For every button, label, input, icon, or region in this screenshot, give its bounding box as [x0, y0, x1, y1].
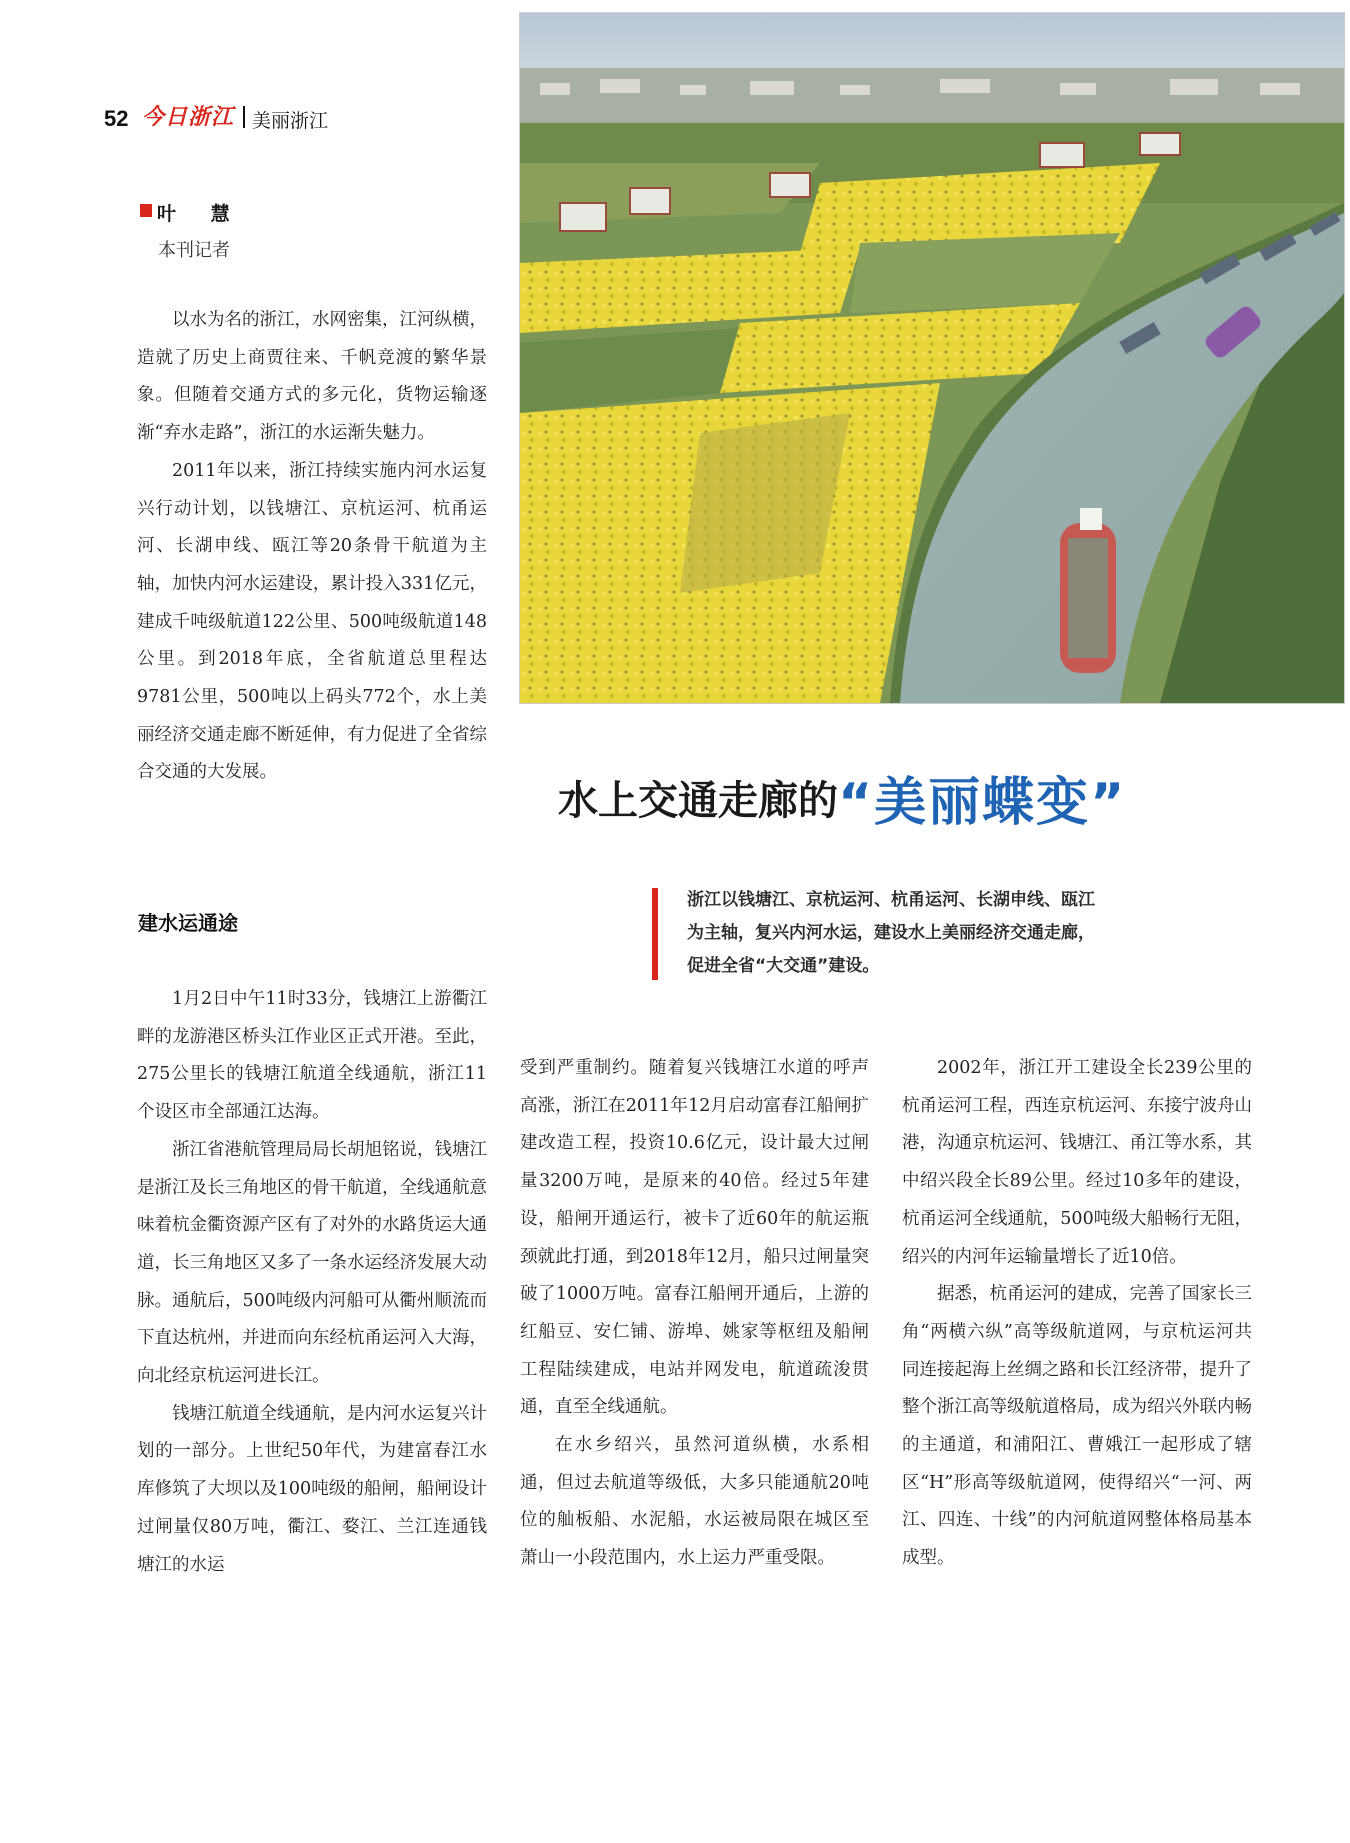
article-summary: 浙江以钱塘江、京杭运河、杭甬运河、长湖申线、瓯江为主轴，复兴内河水运，建设水上美丽经济交通走廊，促进全省“大交通”建设。 [687, 890, 1095, 976]
paragraph: 钱塘江航道全线通航，是内河水运复兴计划的一部分。上世纪50年代，为建富春江水库修筑了大坝以及100吨级的船闸，船闸设计过闸量仅80万吨，衢江、婺江、兰江连通钱塘江的水运 [137, 1403, 487, 1575]
canal-aerial-photo [519, 12, 1345, 704]
paragraph: 1月2日中午11时33分，钱塘江上游衢江畔的龙游港区桥头江作业区正式开港。至此，275公里长的钱塘江航道全线通航，浙江11个设区市全部通江达海。 [137, 989, 487, 1123]
magazine-logo: 今日浙江 [142, 104, 235, 130]
paragraph: 2011年以来，浙江持续实施内河水运复兴行动计划，以钱塘江、京杭运河、杭甬运河、长湖申线、瓯江等20条骨干航道为主轴，加快内河水运建设，累计投入331亿元，建成千吨级航道122公里、500吨级航道148公里。到2018年底，全省航道总里程达9781公里，500吨以上码头772个，水上美丽经济交通走廊不断延伸，有力促进了全省综合交通的大发展。 [137, 460, 487, 783]
author-name: 叶 慧 [157, 203, 244, 225]
paragraph: 据悉，杭甬运河的建成，完善了国家长三角“两横六纵”高等级航道网，与京杭运河共同连接起海上丝绸之路和长江经济带，提升了整个浙江高等级航道格局，成为绍兴外联内畅的主通道，和浦阳江、曹娥江一起形成了辖区“H”形高等级航道网，使得绍兴“一河、两江、四连、十线”的内河航道网整体格局基本成型。 [902, 1284, 1252, 1569]
left-column-intro [137, 302, 487, 792]
section-heading: 建水运通途 [138, 911, 238, 935]
title-main: 水上交通走廊的 [558, 777, 838, 824]
article-title [558, 760, 1126, 835]
right-column [902, 1050, 1252, 1578]
paragraph: 以水为名的浙江，水网密集，江河纵横，造就了历史上商贾往来、千帆竞渡的繁华景象。但随着交通方式的多元化，货物运输逐渐“弃水走路”，浙江的水运渐失魅力。 [137, 310, 487, 444]
section-name: 美丽浙江 [252, 111, 329, 132]
paragraph: 2002年，浙江开工建设全长239公里的杭甬运河工程，西连京杭运河、东接宁波舟山港，沟通京杭运河、钱塘江、甬江等水系，其中绍兴段全长89公里。经过10多年的建设，杭甬运河全线通航，500吨级大船畅行无阻，绍兴的内河年运输量增长了近10倍。 [902, 1058, 1252, 1267]
author-marker [140, 204, 152, 217]
paragraph: 浙江省港航管理局局长胡旭铭说，钱塘江是浙江及长三角地区的骨干航道，全线通航意味着杭金衢资源产区有了对外的水路货运大通道，长三角地区又多了一条水运经济发展大动脉。通航后，500吨级内河船可从衢州顺流而下直达杭州，并进而向东经杭甬运河入大海，向北经京杭运河进长江。 [137, 1139, 487, 1387]
middle-column [520, 1050, 869, 1578]
title-highlight: “美丽蝶变” [838, 773, 1127, 833]
left-column-body [137, 981, 487, 1584]
paragraph: 受到严重制约。随着复兴钱塘江水道的呼声高涨，浙江在2011年12月启动富春江船闸扩建改造工程，投资10.6亿元，设计最大过闸量3200万吨，是原来的40倍。经过5年建设，船闸开通运行，被卡了近60年的航运瓶颈就此打通，到2018年12月，船只过闸量突破了1000万吨。富春江船闸开通后，上游的红船豆、安仁铺、游埠、姚家等枢纽及船闸工程陆续建成，电站并网发电，航道疏浚贯通，直至全线通航。 [520, 1058, 869, 1418]
summary-bar [652, 888, 658, 980]
page-number: 52 [104, 106, 129, 131]
paragraph: 在水乡绍兴，虽然河道纵横，水系相通，但过去航道等级低，大多只能通航20吨位的舢板船、水泥船，水运被局限在城区至萧山一小段范围内，水上运力严重受限。 [520, 1435, 869, 1569]
author-title: 本刊记者 [158, 240, 230, 261]
header-divider [243, 106, 245, 128]
